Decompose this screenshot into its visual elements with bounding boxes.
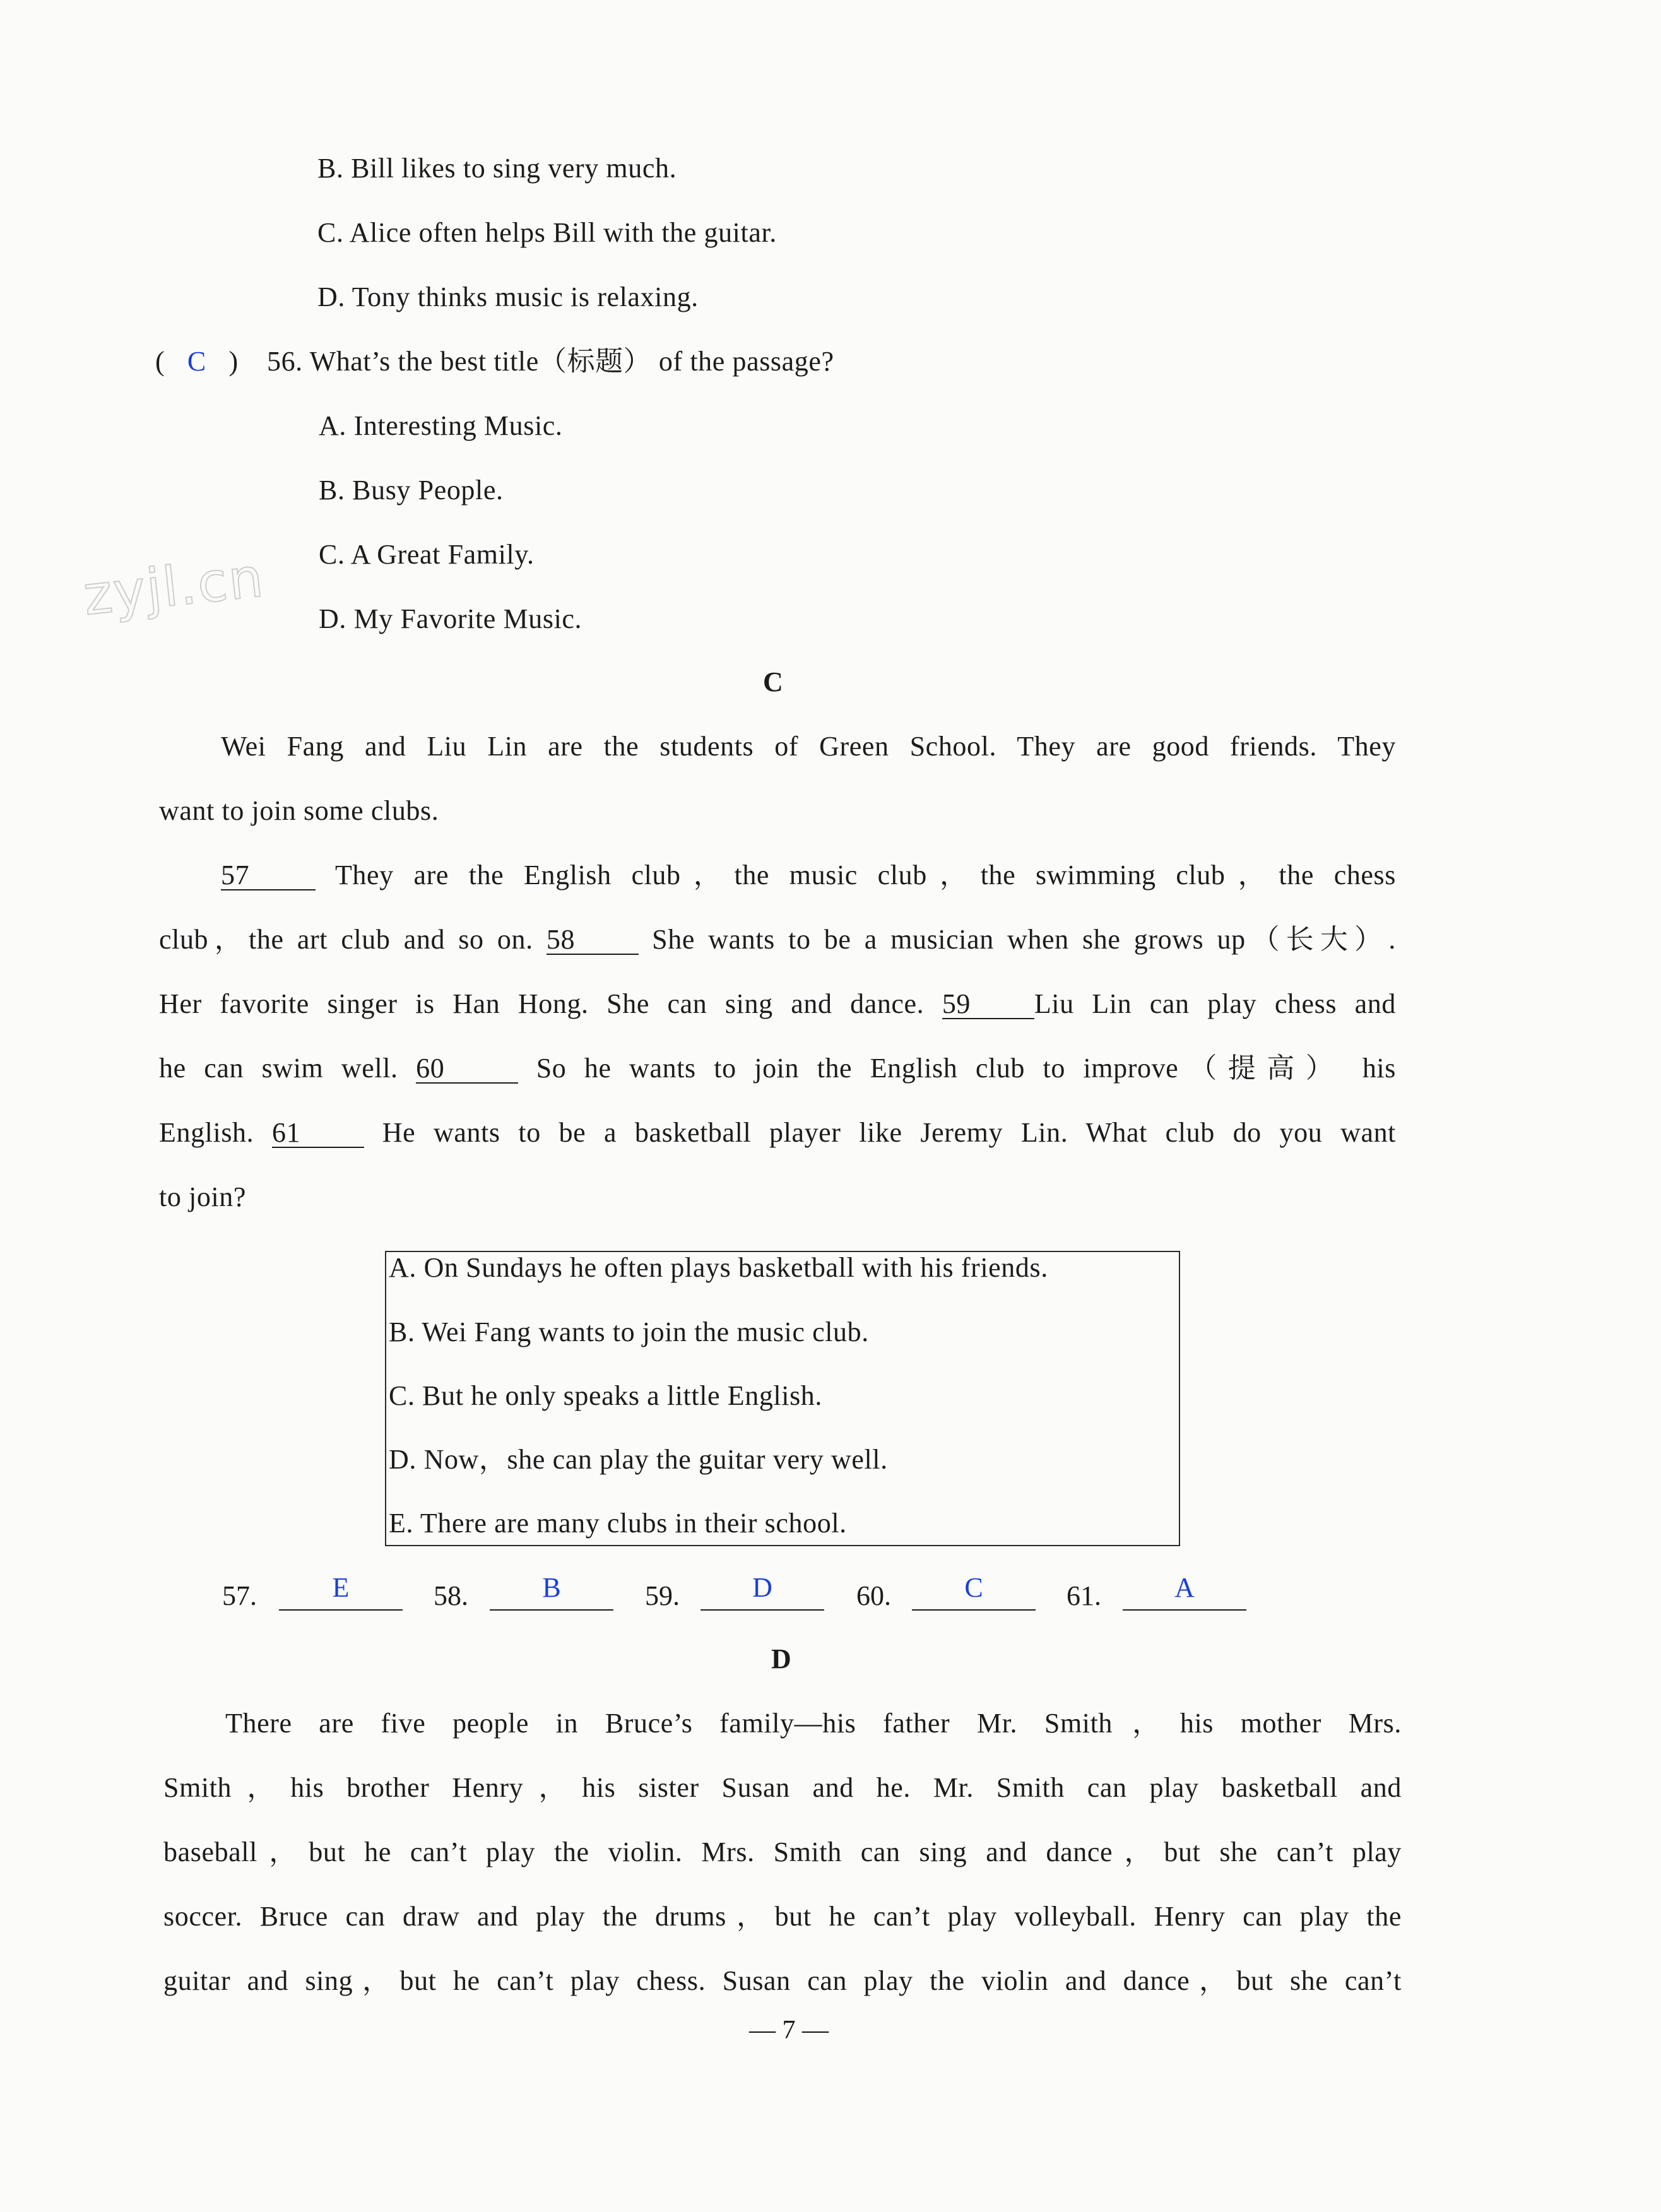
answer-59-blank: D [700,1574,824,1611]
blank-59: 59 [942,990,1034,1019]
q56-row [155,348,834,376]
passage-c-line-1: Wei Fang and Liu Lin are the students of Green School. They are good friends. They [221,731,1396,762]
passage-c-line-8: to join? [159,1181,247,1212]
answer-59-number: 59. [645,1580,680,1611]
passage-d-line-5: guitar and sing，but he can’t play chess. Susan can play the violin and dance，but she can’t [163,1965,1402,1996]
q56-answer: C [187,346,206,377]
answer-60-blank: C [912,1574,1036,1611]
passage-d-line-1: There are five people in Bruce’s family—his father Mr. Smith，his mother Mrs. [225,1708,1402,1739]
blank-58: 58 [547,926,639,955]
answer-57-number: 57. [222,1580,257,1611]
answer-58-number: 58. [434,1580,468,1611]
box-option-d: D. Now，she can play the guitar very well. [389,1444,888,1475]
passage-c-line-5: Her favorite singer is Han Hong. She can sing and dance. 59 Liu Lin can play chess and [159,988,1396,1019]
passage-d-line-4: soccer. Bruce can draw and play the drums，but he can’t play volleyball. Henry can play the [163,1901,1402,1932]
q56-option-a: A. Interesting Music. [319,410,563,441]
q56-option-d: D. My Favorite Music. [319,603,582,634]
q56-paren-open: ( [155,346,165,377]
blank-61: 61 [272,1119,364,1148]
q56-option-b: B. Busy People. [319,475,504,506]
q55-option-c: C. Alice often helps Bill with the guitar. [317,217,777,248]
section-d-heading: D [771,1643,792,1674]
answer-61-blank: A [1123,1574,1246,1611]
q56-paren-close: ) [228,346,239,377]
passage-d-line-3: baseball，but he can’t play the violin. Mrs. Smith can sing and dance，but she can’t play [163,1836,1402,1867]
answer-57-blank: E [279,1574,403,1611]
page-number: — 7 — [749,2016,829,2045]
q56-option-c: C. A Great Family. [319,539,535,570]
blank-57: 57 [221,861,316,890]
box-option-e: E. There are many clubs in their school. [389,1508,847,1539]
passage-c-line-6: he can swim well. 60 So he wants to join the English club to improve（提高） his [159,1053,1396,1084]
answer-60-number: 60. [856,1580,891,1611]
passage-c-line-3: 57 They are the English club，the music club，the swimming club，the chess [221,860,1396,890]
q55-option-b: B. Bill likes to sing very much. [317,153,677,184]
blank-60: 60 [416,1055,518,1084]
answer-58-blank: B [490,1574,613,1611]
q55-option-d: D. Tony thinks music is relaxing. [317,281,699,312]
q56-stem: 56. What’s the best title（标题） of the passage? [266,346,834,377]
watermark: zyjl.cn [80,546,268,628]
passage-c-line-7: English. 61 He wants to be a basketball player like Jeremy Lin. What club do you want [159,1117,1396,1148]
passage-c-line-4: club，the art club and so on. 58 She wants to be a musician when she grows up（长大）. [159,924,1396,955]
box-option-c: C. But he only speaks a little English. [389,1380,823,1411]
passage-d-line-2: Smith，his brother Henry，his sister Susan and he. Mr. Smith can play basketball and [163,1772,1402,1803]
passage-c-line-2: want to join some clubs. [159,795,439,826]
section-c-heading: C [763,666,784,697]
box-option-a: A. On Sundays he often plays basketball with his friends. [389,1252,1048,1283]
answer-61-number: 61. [1067,1580,1101,1611]
box-option-b: B. Wei Fang wants to join the music club. [389,1316,869,1347]
